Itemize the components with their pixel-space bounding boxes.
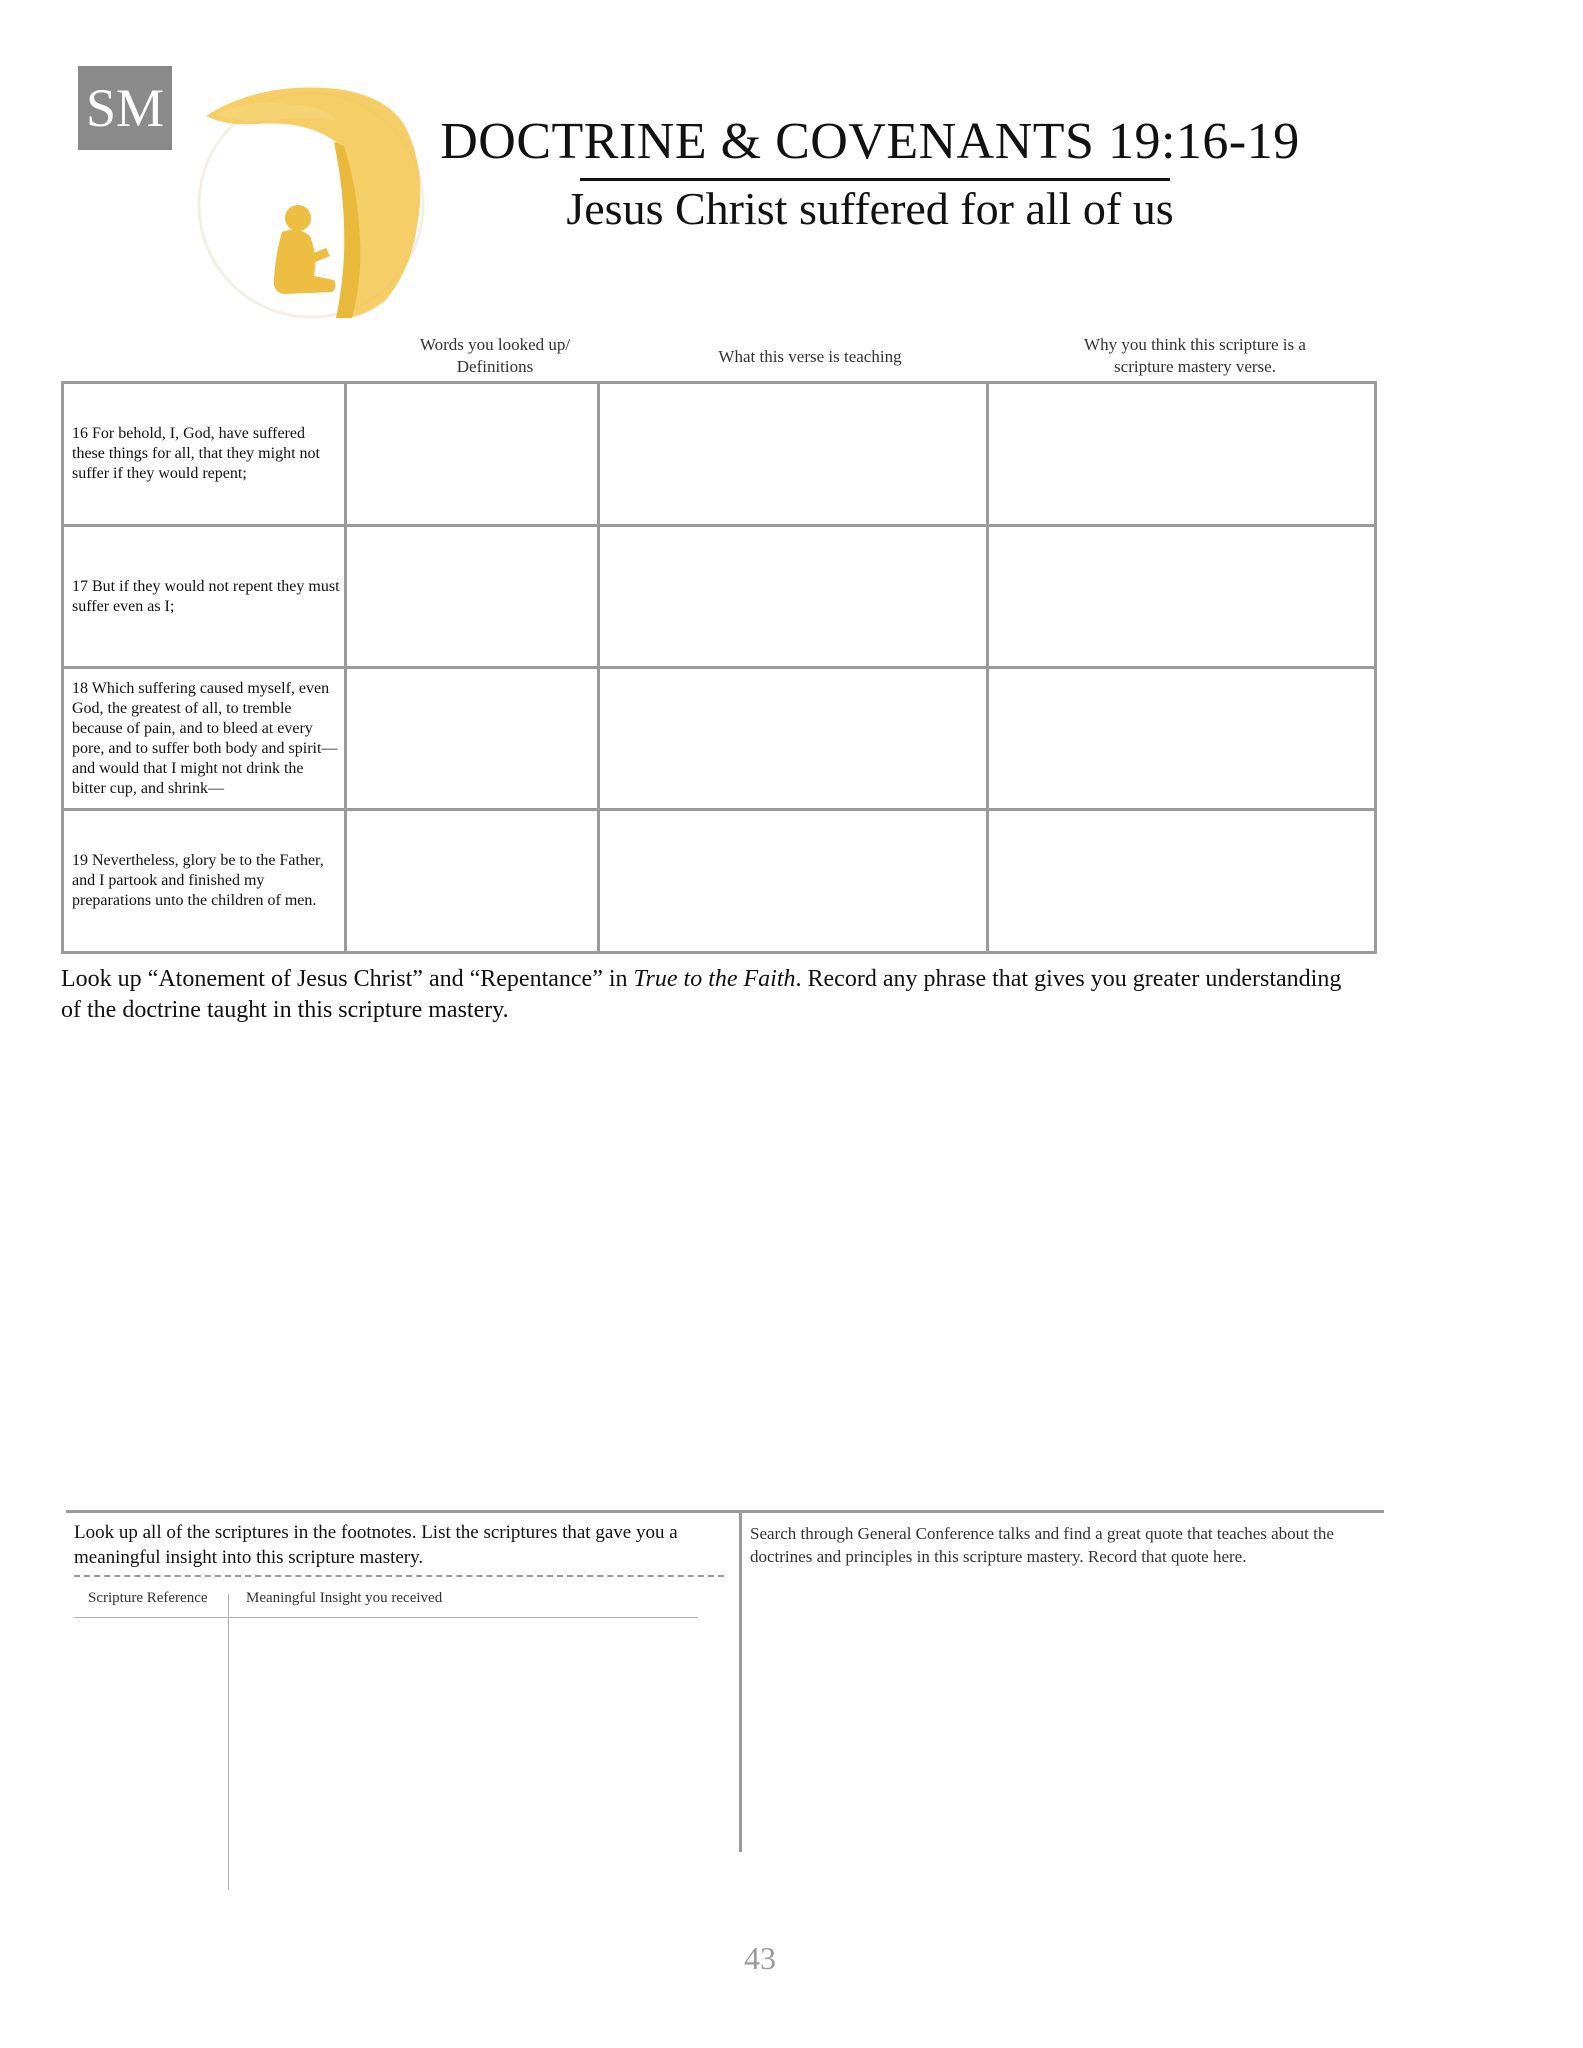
definitions-cell[interactable] xyxy=(346,383,599,526)
column-header-mastery xyxy=(1000,334,1390,378)
teaching-cell[interactable] xyxy=(599,383,988,526)
footnotes-column-divider xyxy=(228,1594,229,1890)
meaningful-insight-header: Meaningful Insight you received xyxy=(246,1590,443,1606)
definitions-cell[interactable] xyxy=(346,526,599,668)
title-underline xyxy=(580,178,1170,181)
table-row xyxy=(63,810,1376,953)
bottom-section-divider xyxy=(739,1512,742,1852)
teaching-cell[interactable] xyxy=(599,526,988,668)
verse-table xyxy=(61,381,1377,954)
mastery-reason-cell[interactable] xyxy=(988,383,1376,526)
true-to-the-faith-instruction xyxy=(61,964,1361,1026)
tree-reader-logo-icon xyxy=(186,80,436,320)
scripture-reference-header: Scripture Reference xyxy=(88,1590,208,1606)
sm-badge: SM xyxy=(78,66,172,150)
mastery-reason-cell[interactable] xyxy=(988,526,1376,668)
dashed-divider xyxy=(74,1575,724,1577)
mastery-reason-cell[interactable] xyxy=(988,668,1376,810)
table-row xyxy=(63,383,1376,526)
column-header-line: scripture mastery verse. xyxy=(1114,357,1276,376)
column-header-line: What this verse is teaching xyxy=(718,347,902,366)
column-header-line: Why you think this scripture is a xyxy=(1084,335,1306,354)
general-conference-instruction: Search through General Conference talks and find a great quote that teaches about the doctrines and principles in this scripture mastery. Record that quote here. xyxy=(750,1524,1334,1566)
definitions-cell[interactable] xyxy=(346,810,599,953)
verse-cell: 18 Which suffering caused myself, even God, the greatest of all, to tremble because of pain, and to bleed at every pore, and to suffer both body and spirit—and would that I might not drink the bitter cup, and shrink— xyxy=(63,668,346,810)
instruction-text: Look up “Atonement of Jesus Christ” and “Repentance” in xyxy=(61,966,634,992)
page-title: DOCTRINE & COVENANTS 19:16-19 xyxy=(440,113,1300,170)
verse-cell: 19 Nevertheless, glory be to the Father, and I partook and finished my preparations unto the children of men. xyxy=(63,810,346,953)
column-header-definitions xyxy=(365,334,625,378)
book-title: True to the Faith xyxy=(633,966,796,992)
instruction-text: . Record any phrase that gives you greater understanding of the doctrine taught in this scripture mastery. xyxy=(61,966,1342,1023)
footnotes-instruction: Look up all of the scriptures in the footnotes. List the scriptures that gave you a meaningful insight into this scripture mastery. xyxy=(74,1522,678,1568)
verse-cell: 17 But if they would not repent they must suffer even as I; xyxy=(63,526,346,668)
footnotes-header-rule xyxy=(74,1617,698,1618)
column-header-line: Definitions xyxy=(456,357,534,376)
column-header-line: Words you looked up/ xyxy=(419,335,571,354)
mastery-reason-cell[interactable] xyxy=(988,810,1376,953)
teaching-cell[interactable] xyxy=(599,810,988,953)
column-header-teaching xyxy=(615,346,1005,368)
definitions-cell[interactable] xyxy=(346,668,599,810)
page-number: 43 xyxy=(744,1940,776,1976)
verse-cell: 16 For behold, I, God, have suffered these things for all, that they might not suffer if they would repent; xyxy=(63,383,346,526)
bottom-section-rule xyxy=(66,1510,1384,1513)
table-row xyxy=(63,526,1376,668)
table-row xyxy=(63,668,1376,810)
page-subtitle: Jesus Christ suffered for all of us xyxy=(566,183,1174,234)
teaching-cell[interactable] xyxy=(599,668,988,810)
